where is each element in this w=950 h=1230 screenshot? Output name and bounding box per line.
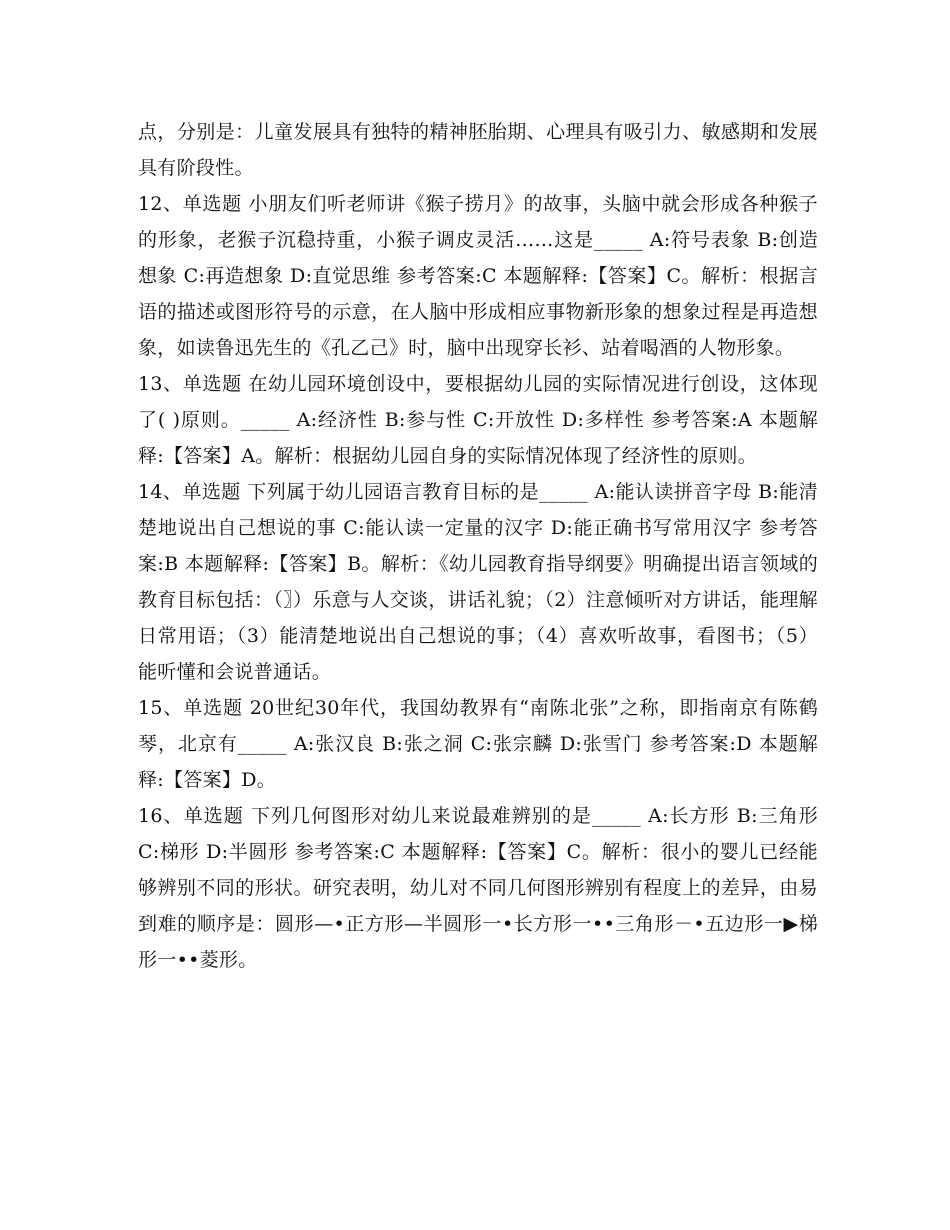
paragraph-intro-continuation: 点，分别是：儿童发展具有独特的精神胚胎期、心理具有吸引力、敏感期和发展具有阶段性。 bbox=[138, 121, 818, 179]
document-body bbox=[138, 114, 818, 978]
question-13: 13、单选题 在幼儿园环境创设中，要根据幼儿园的实际情况进行创设，这体现了( )原则。_____ A:经济性 B:参与性 C:开放性 D:多样性 参考答案:A 本题解释:【答案】A。解析：根据幼儿园自身的实际情况体现了经济性的原则。 bbox=[138, 373, 818, 467]
question-14: 14、单选题 下列属于幼儿园语言教育目标的是_____ A:能认读拼音字母 B:能清楚地说出自己想说的事 C:能认读一定量的汉字 D:能正确书写常用汉字 参考答案:B 本题解释:【答案】B。解析：《幼儿园教育指导纲要》明确提出语言领域的教育目标包括：（〗）乐意与人交谈，讲话礼貌；（2）注意倾听对方讲话，能理解日常用语；（3）能清楚地说出自己想说的事；（4）喜欢听故事，看图书；（5）能听懂和会说普通话。 bbox=[138, 481, 818, 683]
question-16: 16、单选题 下列几何图形对幼儿来说最难辨别的是_____ A:长方形 B:三角形 C:梯形 D:半圆形 参考答案:C 本题解释:【答案】C。解析：很小的婴儿已经能够辨别不同的形状。研究表明，幼儿对不同几何图形辨别有程度上的差异，由易到难的顺序是：圆形—•正方形—半圆形一•长方形一••三角形－•五边形一▶梯形一••菱形。 bbox=[138, 805, 818, 971]
question-15: 15、单选题 20世纪30年代，我国幼教界有“南陈北张”之称，即指南京有陈鹤琴，北京有_____ A:张汉良 B:张之洞 C:张宗麟 D:张雪门 参考答案:D 本题解释:【答案】D。 bbox=[138, 697, 818, 791]
question-12: 12、单选题 小朋友们听老师讲《猴子捞月》的故事，头脑中就会形成各种猴子的形象，老猴子沉稳持重，小猴子调皮灵活……这是_____ A:符号表象 B:创造想象 C:再造想象 D:直觉思维 参考答案:C 本题解释:【答案】C。解析：根据言语的描述或图形符号的示意，在人脑中形成相应事物新形象的想象过程是再造想象，如读鲁迅先生的《孔乙己》时，脑中出现穿长衫、站着喝酒的人物形象。 bbox=[138, 193, 818, 359]
